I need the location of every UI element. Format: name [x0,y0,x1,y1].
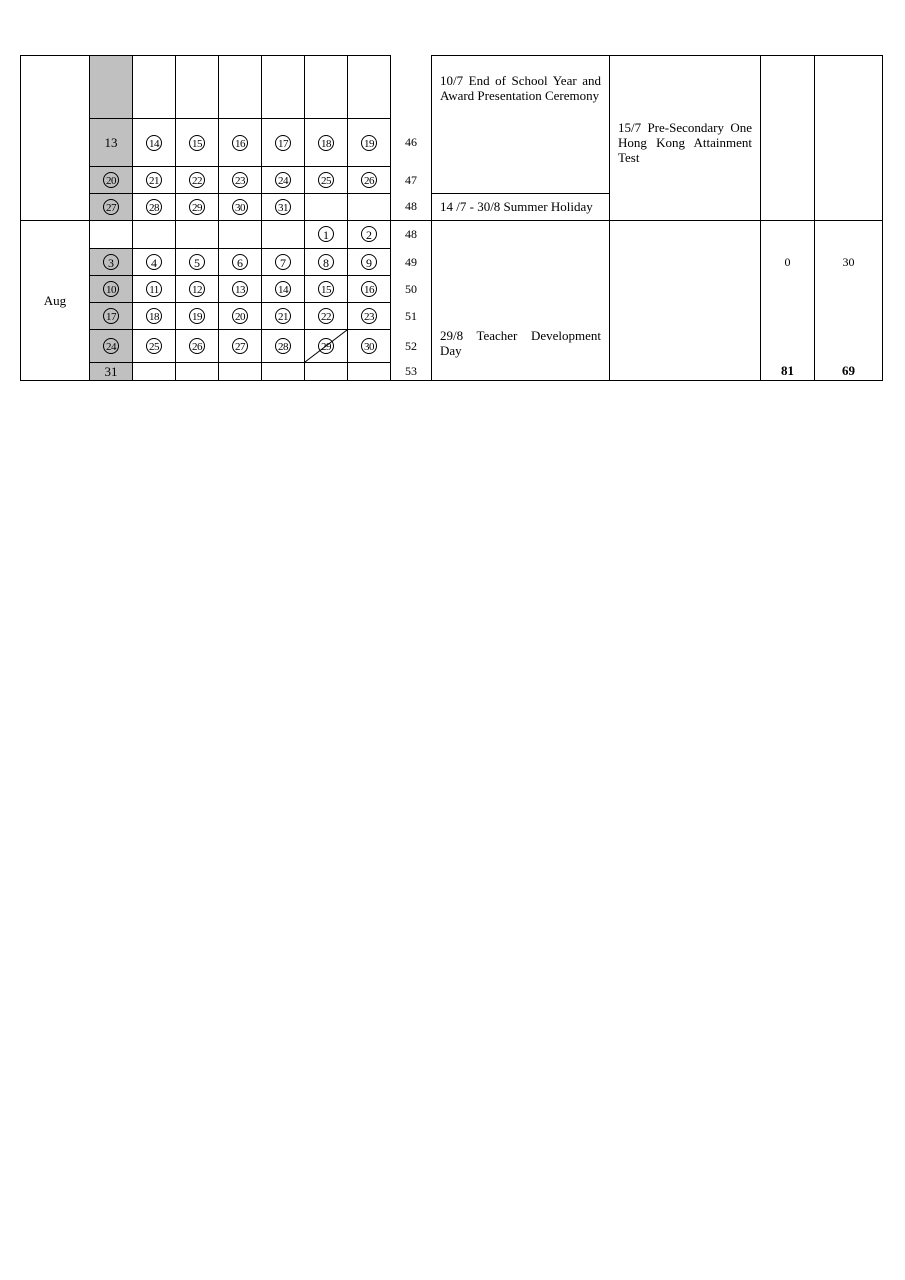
school-day-circle: 27 [232,338,248,354]
school-day-circle: 4 [146,254,162,270]
day-cell [133,303,176,330]
month-cell-july [21,56,90,221]
day-cell [219,56,262,119]
month-cell-august [21,221,90,381]
day-cell [305,303,348,330]
day-cell [348,119,391,167]
week-number-cell: 48 [391,221,432,249]
sunday-cell [90,303,133,330]
day-cell [176,330,219,363]
event-cell [432,221,610,363]
table-row [21,221,883,249]
school-day-circle: 16 [232,135,248,151]
day-cell [262,194,305,221]
month-label: Aug [43,292,67,308]
week-number-cell: 49 [391,249,432,276]
day-cell [176,167,219,194]
sunday-cell [90,167,133,194]
day-cell [305,249,348,276]
day-number: 31 [104,363,118,379]
school-day-circle: 30 [232,199,248,215]
day-cell [348,276,391,303]
holiday-circle: 10 [103,281,119,297]
day-cell [219,167,262,194]
sunday-cell [90,363,133,381]
school-day-circle: 9 [361,254,377,270]
day-cell [219,249,262,276]
count-a-value: 0 [784,255,791,269]
week-number-cell: 50 [391,276,432,303]
count-cell-b [815,221,883,363]
day-cell [262,221,305,249]
day-cell [176,276,219,303]
school-day-circle: 28 [146,199,162,215]
sunday-cell [90,330,133,363]
school-day-circle: 25 [146,338,162,354]
day-cell [262,276,305,303]
day-cell [262,249,305,276]
day-cell [262,167,305,194]
attainment-test-text: 15/7 Pre-Secondary One Hong Kong Attainment Test [618,120,752,165]
day-cell [305,119,348,167]
school-day-circle: 23 [232,172,248,188]
day-cell [348,221,391,249]
day-cell [348,303,391,330]
day-cell [219,119,262,167]
day-cell [305,363,348,381]
school-day-circle: 14 [146,135,162,151]
holiday-circle: 17 [103,308,119,324]
school-day-circle: 25 [318,172,334,188]
count-cell-b [815,56,883,221]
day-cell [176,303,219,330]
school-day-circle: 15 [189,135,205,151]
school-day-circle: 23 [361,308,377,324]
day-cell [133,363,176,381]
school-day-circle: 15 [318,281,334,297]
week-number-cell: 48 [391,194,432,221]
assessment-cell [610,56,761,221]
week-number-cell: 52 [391,330,432,363]
total-cell-a [761,363,815,381]
day-cell [176,221,219,249]
day-cell [305,221,348,249]
school-day-circle: 22 [318,308,334,324]
school-day-circle: 11 [146,281,162,297]
day-cell [305,194,348,221]
school-day-circle: 2 [361,226,377,242]
week-number-cell: 46 [391,119,432,167]
day-cell [348,363,391,381]
school-day-circle: 18 [146,308,162,324]
day-cell [348,194,391,221]
event-cell [432,363,610,381]
sunday-cell [90,276,133,303]
school-day-circle: 7 [275,254,291,270]
school-day-circle: 20 [232,308,248,324]
school-day-circle: 26 [189,338,205,354]
holiday-circle: 24 [103,338,119,354]
school-day-circle: 26 [361,172,377,188]
day-cell [348,56,391,119]
day-cell [133,56,176,119]
school-day-circle: 21 [275,308,291,324]
school-day-circle: 30 [361,338,377,354]
school-day-circle: 24 [275,172,291,188]
school-day-circle: 17 [275,135,291,151]
school-day-circle: 12 [189,281,205,297]
day-cell [305,56,348,119]
school-day-circle: 28 [275,338,291,354]
day-cell [219,330,262,363]
school-day-circle: 19 [361,135,377,151]
school-day-circle: 22 [189,172,205,188]
sunday-cell [90,119,133,167]
day-cell [176,363,219,381]
day-cell [133,249,176,276]
day-cell [262,330,305,363]
school-day-circle: 29 [318,338,334,354]
school-day-circle: 14 [275,281,291,297]
day-cell [133,330,176,363]
day-cell [133,194,176,221]
day-cell-crossed [305,330,348,363]
count-cell-a [761,221,815,363]
school-day-circle: 29 [189,199,205,215]
day-cell [133,167,176,194]
table-row [21,56,883,119]
day-cell [133,119,176,167]
school-day-circle: 21 [146,172,162,188]
day-cell [305,276,348,303]
day-cell [262,56,305,119]
week-number-cell [391,56,432,119]
day-cell [348,330,391,363]
event-teacher-development: 29/8 Teacher Development Day [440,327,601,358]
day-cell [219,363,262,381]
school-day-circle: 19 [189,308,205,324]
day-cell [219,194,262,221]
day-cell [262,303,305,330]
day-cell [262,119,305,167]
day-cell [262,363,305,381]
day-number: 13 [104,134,118,150]
school-day-circle: 6 [232,254,248,270]
day-cell [219,221,262,249]
holiday-circle: 3 [103,254,119,270]
total-cell-b [815,363,883,381]
count-cell-a [761,56,815,221]
total-b-value: 69 [842,363,855,379]
day-cell [348,167,391,194]
holiday-circle: 20 [103,172,119,188]
school-day-circle: 13 [232,281,248,297]
day-cell [219,303,262,330]
school-day-circle: 16 [361,281,377,297]
sunday-cell [90,194,133,221]
sunday-cell [90,249,133,276]
school-day-circle: 5 [189,254,205,270]
school-day-circle: 18 [318,135,334,151]
day-cell [219,276,262,303]
school-calendar-table [20,55,883,381]
event-cell [432,56,610,194]
day-cell [133,221,176,249]
day-cell [305,167,348,194]
school-day-circle: 31 [275,199,291,215]
week-number-cell: 53 [391,363,432,381]
event-cell [432,194,610,221]
day-cell [176,194,219,221]
event-end-of-year: 10/7 End of School Year and Award Presentation Ceremony [440,73,601,103]
count-b-value: 30 [842,255,855,269]
total-a-value: 81 [781,363,794,379]
day-cell [348,249,391,276]
day-cell [176,119,219,167]
school-day-circle: 1 [318,226,334,242]
day-cell [176,249,219,276]
holiday-circle: 27 [103,199,119,215]
event-summer-holiday: 14 /7 - 30/8 Summer Holiday [440,199,593,214]
sunday-cell [90,221,133,249]
day-cell [133,276,176,303]
assessment-cell [610,221,761,381]
week-number-cell: 51 [391,303,432,330]
week-number-cell: 47 [391,167,432,194]
school-day-circle: 8 [318,254,334,270]
day-cell [176,56,219,119]
sunday-cell [90,56,133,119]
